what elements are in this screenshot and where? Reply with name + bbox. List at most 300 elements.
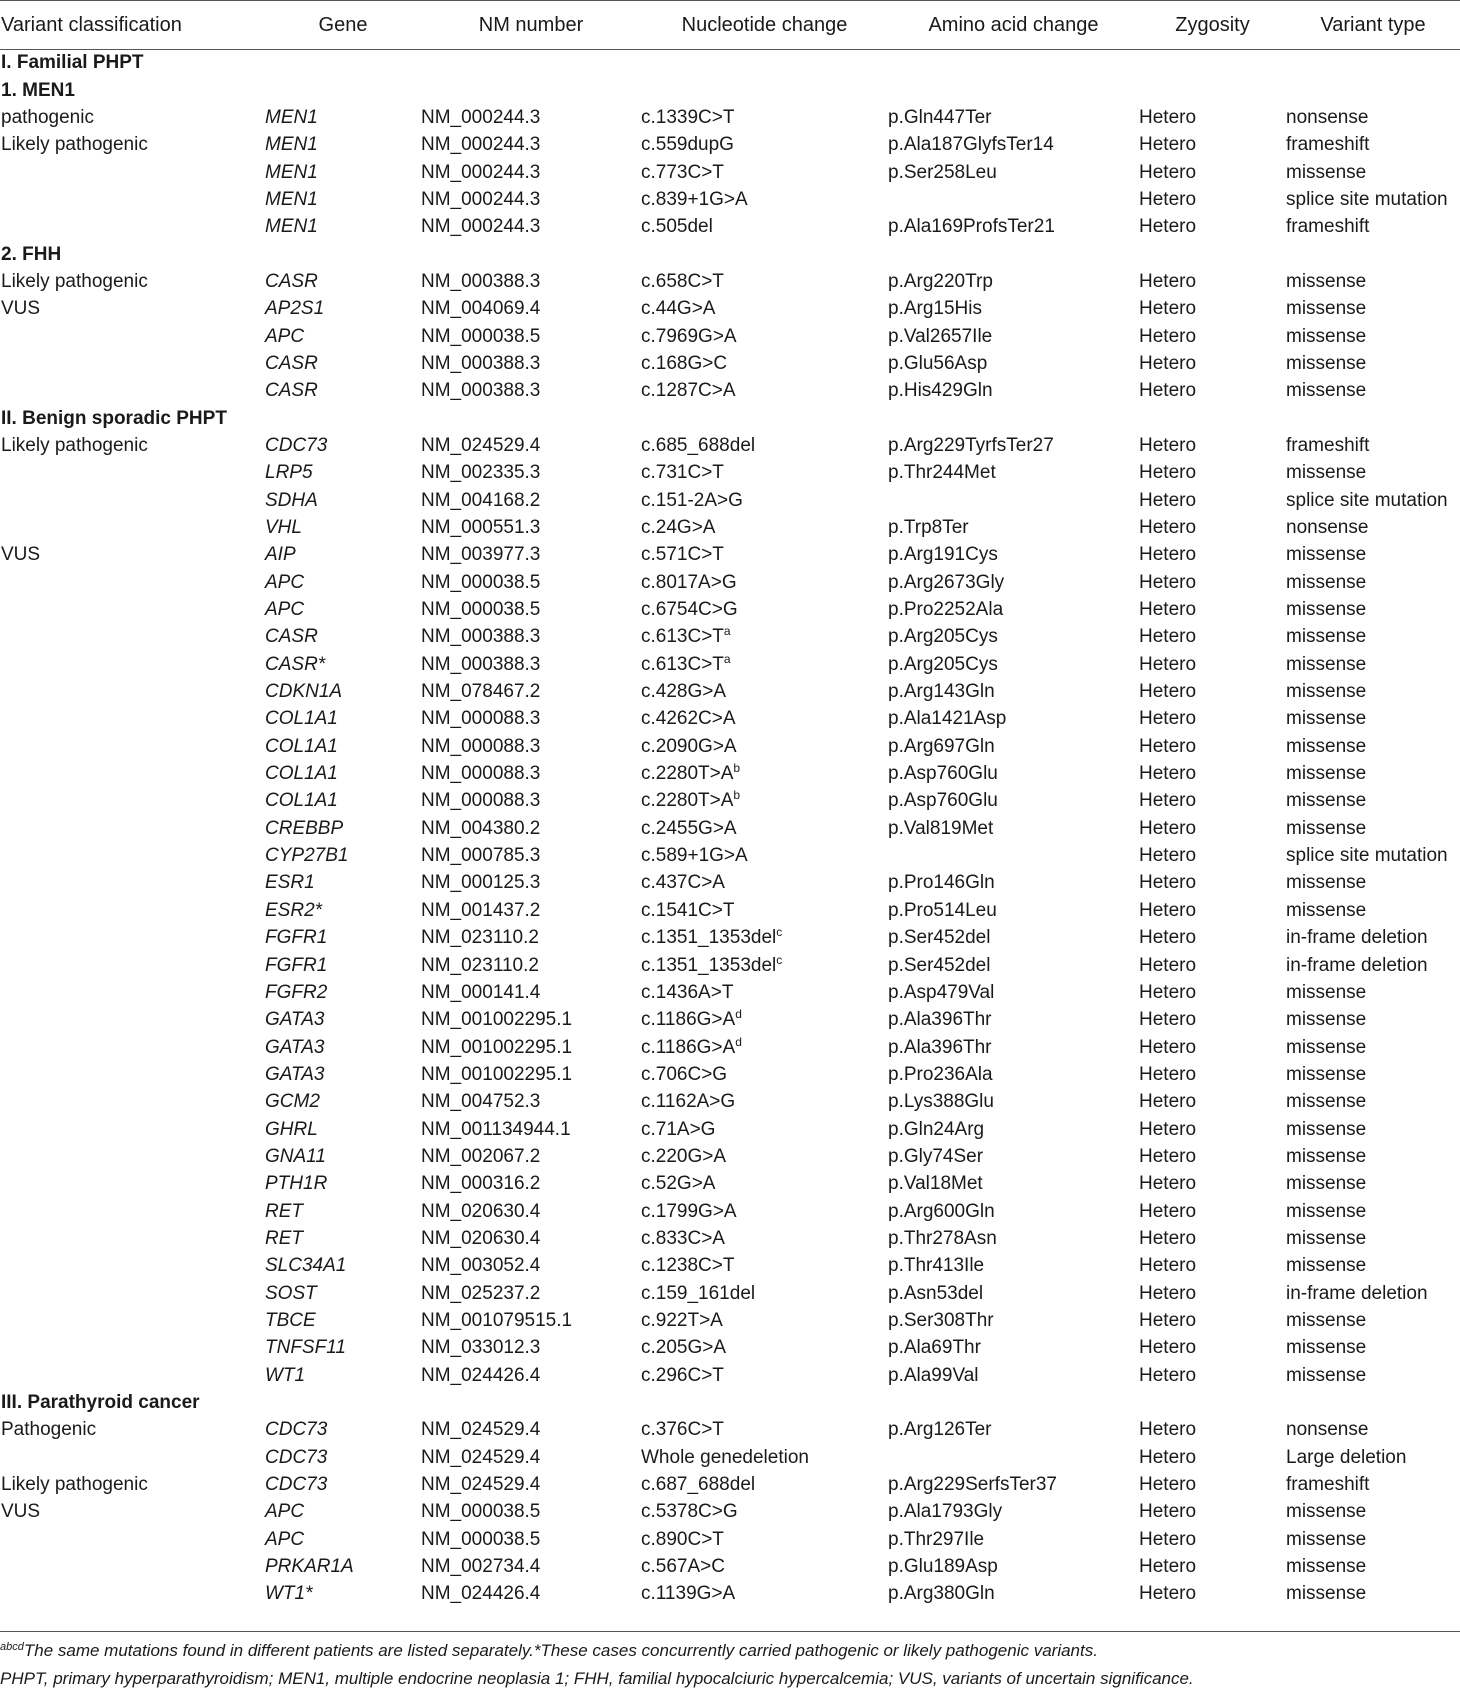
cell-zygosity: Hetero [1139, 763, 1197, 785]
nucleotide-text: c.6754C>G [641, 599, 738, 621]
cell-nm-number: NM_023110.2 [421, 954, 539, 976]
cell-variant-type: splice site mutation [1286, 188, 1448, 210]
cell-variant-type: frameshift [1286, 434, 1370, 456]
cell-zygosity: Hetero [1139, 1364, 1197, 1386]
cell-zygosity: Hetero [1139, 1200, 1197, 1222]
cell-variant-type: missense [1286, 1501, 1367, 1523]
nucleotide-text: c.296C>T [641, 1364, 724, 1386]
cell-nucleotide-change [641, 706, 888, 733]
nucleotide-text: c.1162A>G [641, 1091, 736, 1113]
cell-nm-number: NM_024529.4 [421, 1419, 541, 1441]
cell-variant-classification [0, 487, 265, 514]
cell-variant-type: missense [1286, 735, 1367, 757]
cell-variant-classification [0, 569, 265, 596]
nucleotide-text: c.2280T>A [641, 790, 734, 812]
cell-nm-number: NM_000038.5 [421, 599, 541, 621]
cell-gene: GATA3 [265, 1036, 325, 1058]
nucleotide-text: c.773C>T [641, 161, 724, 183]
cell-nm-number: NM_000785.3 [421, 845, 541, 867]
cell-amino-acid-change: p.Gly74Ser [888, 1145, 984, 1167]
cell-amino-acid-change: p.Arg2673Gly [888, 571, 1005, 593]
cell-nm-number: NM_024529.4 [421, 434, 541, 456]
cell-zygosity: Hetero [1139, 1091, 1197, 1113]
cell-nucleotide-change [641, 460, 888, 487]
cell-nm-number: NM_000244.3 [421, 188, 541, 210]
cell-gene: CASR [265, 270, 318, 292]
table-row [0, 514, 1460, 541]
nucleotide-text: c.1238C>T [641, 1255, 735, 1277]
table-row [0, 815, 1460, 842]
cell-gene: ESR1 [265, 872, 315, 894]
cell-nucleotide-change [641, 624, 888, 651]
cell-nm-number: NM_000244.3 [421, 161, 541, 183]
cell-variant-classification [0, 1526, 265, 1553]
cell-gene: GATA3 [265, 1009, 325, 1031]
cell-nm-number: NM_000388.3 [421, 380, 541, 402]
cell-gene: RET [265, 1227, 303, 1249]
nucleotide-text: Whole genedeletion [641, 1446, 809, 1468]
cell-amino-acid-change: p.Ala99Val [888, 1364, 979, 1386]
cell-zygosity: Hetero [1139, 1255, 1197, 1277]
cell-gene: LRP5 [265, 462, 313, 484]
cell-nucleotide-change [641, 569, 888, 596]
cell-zygosity: Hetero [1139, 817, 1197, 839]
cell-variant-classification [0, 897, 265, 924]
cell-variant-classification [0, 323, 265, 350]
cell-gene: CASR [265, 380, 318, 402]
cell-nm-number: NM_004752.3 [421, 1091, 541, 1113]
cell-amino-acid-change: p.Thr244Met [888, 462, 996, 484]
cell-nucleotide-change [641, 487, 888, 514]
cell-nucleotide-change [641, 1417, 888, 1444]
cell-amino-acid-change: p.Gln447Ter [888, 106, 992, 128]
table-row [0, 323, 1460, 350]
cell-nm-number: NM_000088.3 [421, 790, 541, 812]
nucleotide-text: c.1186G>A [641, 1009, 736, 1031]
section-row [0, 50, 1460, 77]
cell-nm-number: NM_001002295.1 [421, 1063, 573, 1085]
table-row [0, 1007, 1460, 1034]
cell-nm-number: NM_025237.2 [421, 1282, 541, 1304]
cell-variant-classification: Likely pathogenic [1, 434, 148, 456]
cell-variant-classification [0, 1225, 265, 1252]
cell-zygosity: Hetero [1139, 1446, 1197, 1468]
cell-amino-acid-change [888, 186, 1139, 213]
cell-amino-acid-change: p.Glu189Asp [888, 1556, 998, 1578]
nucleotide-text: c.1287C>A [641, 380, 736, 402]
cell-gene: COL1A1 [265, 708, 338, 730]
cell-nm-number: NM_024426.4 [421, 1583, 541, 1605]
cell-zygosity: Hetero [1139, 1337, 1197, 1359]
cell-zygosity: Hetero [1139, 899, 1197, 921]
cell-zygosity: Hetero [1139, 434, 1197, 456]
cell-variant-classification [0, 925, 265, 952]
cell-nucleotide-change [641, 651, 888, 678]
nucleotide-text: c.833C>A [641, 1227, 725, 1249]
cell-zygosity: Hetero [1139, 1063, 1197, 1085]
cell-gene: APC [265, 1528, 305, 1550]
table-row [0, 788, 1460, 815]
cell-nm-number: NM_000388.3 [421, 352, 541, 374]
table-row [0, 1143, 1460, 1170]
table-row [0, 897, 1460, 924]
cell-gene: APC [265, 1501, 305, 1523]
table-row [0, 760, 1460, 787]
cell-amino-acid-change: p.Arg15His [888, 298, 982, 320]
cell-variant-classification [0, 1034, 265, 1061]
cell-gene: FGFR2 [265, 981, 328, 1003]
cell-amino-acid-change: p.Ala1421Asp [888, 708, 1007, 730]
footnote-superscript: abcd [0, 1641, 24, 1653]
footnote-marker: b [733, 788, 741, 803]
table-row [0, 460, 1460, 487]
cell-variant-classification: VUS [1, 1501, 41, 1523]
table-row [0, 432, 1460, 459]
cell-nucleotide-change [641, 1499, 888, 1526]
cell-gene: MEN1 [265, 106, 318, 128]
header-nm-number: NM number [421, 1, 641, 50]
footnote-marker: c [776, 925, 783, 940]
table-row [0, 378, 1460, 405]
cell-variant-type: missense [1286, 1091, 1367, 1113]
cell-nm-number: NM_004069.4 [421, 298, 541, 320]
cell-amino-acid-change: p.Glu56Asp [888, 352, 988, 374]
cell-variant-type: nonsense [1286, 517, 1369, 539]
cell-amino-acid-change: p.Ala69Thr [888, 1337, 981, 1359]
section-row [0, 1389, 1460, 1416]
cell-gene: FGFR1 [265, 927, 328, 949]
cell-nucleotide-change [641, 1307, 888, 1334]
table-row [0, 870, 1460, 897]
cell-variant-classification [0, 733, 265, 760]
cell-gene: WT1 [265, 1364, 306, 1386]
cell-variant-classification [0, 186, 265, 213]
nucleotide-text: c.589+1G>A [641, 845, 748, 867]
cell-nm-number: NM_000388.3 [421, 626, 541, 648]
cell-variant-type: nonsense [1286, 1419, 1369, 1441]
nucleotide-text: c.922T>A [641, 1309, 723, 1331]
cell-gene: MEN1 [265, 161, 318, 183]
cell-variant-classification [0, 596, 265, 623]
cell-gene: APC [265, 325, 305, 347]
cell-nm-number: NM_000088.3 [421, 735, 541, 757]
nucleotide-text: c.1339C>T [641, 106, 735, 128]
cell-variant-classification [0, 870, 265, 897]
footnote-abbreviations: PHPT, primary hyperparathyroidism; MEN1, multiple endocrine neoplasia 1; FHH, familial hypocalciuric hypercalcemia; VUS, variants of uncertain significance. [0, 1669, 1194, 1688]
cell-nm-number: NM_000088.3 [421, 763, 541, 785]
cell-variant-type: frameshift [1286, 1474, 1370, 1496]
cell-amino-acid-change: p.Ala187GlyfsTer14 [888, 134, 1054, 156]
header-gene: Gene [265, 1, 421, 50]
cell-variant-type: missense [1286, 1337, 1367, 1359]
cell-nucleotide-change [641, 870, 888, 897]
nucleotide-text: c.428G>A [641, 681, 727, 703]
cell-nucleotide-change [641, 514, 888, 541]
footnote-marker: c [776, 952, 783, 967]
nucleotide-text: c.658C>T [641, 270, 724, 292]
cell-gene: SLC34A1 [265, 1255, 347, 1277]
cell-gene: GHRL [265, 1118, 318, 1140]
cell-nm-number: NM_000244.3 [421, 216, 541, 238]
table-row [0, 678, 1460, 705]
cell-gene: CASR [265, 352, 318, 374]
cell-zygosity: Hetero [1139, 270, 1197, 292]
cell-gene: VHL [265, 517, 302, 539]
cell-nucleotide-change [641, 760, 888, 787]
cell-nucleotide-change [641, 542, 888, 569]
footnote-marker: d [735, 1034, 742, 1049]
cell-nucleotide-change [641, 268, 888, 295]
table-row [0, 1307, 1460, 1334]
cell-gene: CASR [265, 626, 318, 648]
cell-zygosity: Hetero [1139, 1118, 1197, 1140]
cell-variant-classification [0, 1307, 265, 1334]
nucleotide-text: c.2455G>A [641, 817, 737, 839]
section-row [0, 405, 1460, 432]
cell-nm-number: NM_024529.4 [421, 1474, 541, 1496]
cell-zygosity: Hetero [1139, 708, 1197, 730]
cell-nucleotide-change [641, 1143, 888, 1170]
section-heading: 1. MEN1 [1, 79, 75, 101]
nucleotide-text: c.1799G>A [641, 1200, 737, 1222]
cell-gene: CDC73 [265, 1474, 328, 1496]
footnote-marker: a [723, 624, 731, 639]
cell-nm-number: NM_000551.3 [421, 517, 541, 539]
nucleotide-text: c.159_161del [641, 1282, 756, 1304]
cell-variant-classification [0, 1581, 265, 1608]
table-row [0, 1499, 1460, 1526]
cell-nucleotide-change [641, 925, 888, 952]
nucleotide-text: c.5378C>G [641, 1501, 738, 1523]
footnote-marker: d [735, 1007, 742, 1022]
cell-variant-classification [0, 1280, 265, 1307]
table-row [0, 979, 1460, 1006]
cell-amino-acid-change: p.Asp760Glu [888, 790, 998, 812]
table-row [0, 1553, 1460, 1580]
table-row [0, 651, 1460, 678]
nucleotide-text: c.613C>T [641, 653, 724, 675]
cell-amino-acid-change: p.Arg229TyrfsTer27 [888, 434, 1054, 456]
nucleotide-text: c.1186G>A [641, 1036, 736, 1058]
table-row [0, 1171, 1460, 1198]
nucleotide-text: c.571C>T [641, 544, 724, 566]
header-variant-classification: Variant classification [0, 1, 265, 50]
cell-nucleotide-change [641, 432, 888, 459]
cell-variant-type: missense [1286, 161, 1367, 183]
cell-variant-classification [0, 706, 265, 733]
cell-nm-number: NM_000038.5 [421, 571, 541, 593]
cell-nm-number: NM_024529.4 [421, 1446, 541, 1468]
cell-variant-type: missense [1286, 544, 1367, 566]
cell-gene: CYP27B1 [265, 845, 349, 867]
cell-zygosity: Hetero [1139, 1036, 1197, 1058]
table-row [0, 1061, 1460, 1088]
cell-nm-number: NM_020630.4 [421, 1227, 541, 1249]
cell-nucleotide-change [641, 678, 888, 705]
cell-nm-number: NM_001437.2 [421, 899, 541, 921]
section-heading: 2. FHH [1, 243, 62, 265]
section-heading: I. Familial PHPT [1, 52, 144, 74]
header-zygosity: Zygosity [1139, 1, 1286, 50]
cell-nm-number: NM_000388.3 [421, 653, 541, 675]
cell-gene: AP2S1 [265, 298, 325, 320]
nucleotide-text: c.1436A>T [641, 981, 734, 1003]
cell-nm-number: NM_002335.3 [421, 462, 541, 484]
cell-nm-number: NM_000038.5 [421, 325, 541, 347]
cell-amino-acid-change: p.Thr278Asn [888, 1227, 997, 1249]
cell-gene: TNFSF11 [265, 1337, 346, 1359]
cell-amino-acid-change: p.Trp8Ter [888, 517, 969, 539]
cell-nucleotide-change [641, 1061, 888, 1088]
cell-zygosity: Hetero [1139, 188, 1197, 210]
cell-variant-type: frameshift [1286, 134, 1370, 156]
nucleotide-text: c.567A>C [641, 1556, 725, 1578]
nucleotide-text: c.2090G>A [641, 735, 737, 757]
cell-zygosity: Hetero [1139, 599, 1197, 621]
cell-variant-type: missense [1286, 298, 1367, 320]
cell-nm-number: NM_000244.3 [421, 134, 541, 156]
cell-zygosity: Hetero [1139, 106, 1197, 128]
section-heading: II. Benign sporadic PHPT [1, 407, 227, 429]
cell-nm-number: NM_000038.5 [421, 1501, 541, 1523]
cell-variant-classification [0, 1116, 265, 1143]
cell-zygosity: Hetero [1139, 1173, 1197, 1195]
cell-nucleotide-change [641, 1553, 888, 1580]
footnote-divider [0, 1631, 1460, 1632]
cell-variant-type: missense [1286, 681, 1367, 703]
cell-nm-number: NM_024426.4 [421, 1364, 541, 1386]
cell-variant-type: missense [1286, 872, 1367, 894]
table-row [0, 214, 1460, 241]
cell-nucleotide-change [641, 596, 888, 623]
cell-variant-classification: Likely pathogenic [1, 134, 148, 156]
cell-variant-type: missense [1286, 899, 1367, 921]
cell-gene: MEN1 [265, 134, 318, 156]
cell-gene: CDC73 [265, 1419, 328, 1441]
cell-amino-acid-change: p.Asp479Val [888, 981, 995, 1003]
cell-amino-acid-change [888, 842, 1139, 869]
cell-nucleotide-change [641, 1171, 888, 1198]
cell-nm-number: NM_000388.3 [421, 270, 541, 292]
cell-nm-number: NM_000125.3 [421, 872, 541, 894]
table-row [0, 1417, 1460, 1444]
cell-nm-number: NM_000141.4 [421, 981, 541, 1003]
table-row [0, 1444, 1460, 1471]
table-row [0, 1089, 1460, 1116]
cell-zygosity: Hetero [1139, 790, 1197, 812]
cell-variant-classification [0, 378, 265, 405]
cell-nucleotide-change [641, 815, 888, 842]
cell-nucleotide-change [641, 1225, 888, 1252]
cell-gene: CDC73 [265, 434, 328, 456]
cell-nucleotide-change [641, 132, 888, 159]
cell-variant-type: in-frame deletion [1286, 927, 1428, 949]
section-row [0, 241, 1460, 268]
cell-zygosity: Hetero [1139, 735, 1197, 757]
table-row [0, 159, 1460, 186]
cell-nm-number: NM_002734.4 [421, 1556, 541, 1578]
cell-variant-type: missense [1286, 1063, 1367, 1085]
cell-amino-acid-change: p.Arg126Ter [888, 1419, 992, 1441]
footnote-text-1: The same mutations found in different patients are listed separately.*These cases concurrently carried pathogenic or likely pathogenic variants. [23, 1641, 1098, 1660]
cell-gene: CREBBP [265, 817, 344, 839]
cell-variant-classification [0, 1335, 265, 1362]
cell-variant-classification [0, 514, 265, 541]
table-row [0, 1526, 1460, 1553]
cell-variant-classification [0, 1061, 265, 1088]
nucleotide-text: c.151-2A>G [641, 489, 743, 511]
cell-amino-acid-change: p.Arg600Gln [888, 1200, 995, 1222]
cell-amino-acid-change: p.Arg229SerfsTer37 [888, 1474, 1057, 1496]
header-row [0, 1, 1460, 50]
cell-nucleotide-change [641, 1581, 888, 1608]
cell-variant-type: missense [1286, 790, 1367, 812]
cell-gene: FGFR1 [265, 954, 328, 976]
cell-nm-number: NM_020630.4 [421, 1200, 541, 1222]
cell-zygosity: Hetero [1139, 298, 1197, 320]
nucleotide-text: c.685_688del [641, 434, 756, 456]
cell-variant-classification [0, 1089, 265, 1116]
cell-nm-number: NM_004380.2 [421, 817, 541, 839]
nucleotide-text: c.52G>A [641, 1173, 716, 1195]
nucleotide-text: c.1351_1353del [641, 927, 777, 949]
cell-variant-classification [0, 760, 265, 787]
cell-amino-acid-change: p.Pro236Ala [888, 1063, 993, 1085]
table-row [0, 596, 1460, 623]
cell-nucleotide-change [641, 1089, 888, 1116]
table-row [0, 1116, 1460, 1143]
cell-nucleotide-change [641, 1198, 888, 1225]
cell-amino-acid-change: p.Val2657Ile [888, 325, 993, 347]
cell-zygosity: Hetero [1139, 653, 1197, 675]
table-row [0, 624, 1460, 651]
table-row [0, 1280, 1460, 1307]
cell-amino-acid-change: p.Gln24Arg [888, 1118, 985, 1140]
cell-variant-type: Large deletion [1286, 1446, 1407, 1468]
cell-nm-number: NM_078467.2 [421, 681, 541, 703]
cell-zygosity: Hetero [1139, 462, 1197, 484]
table-row [0, 268, 1460, 295]
cell-nm-number: NM_023110.2 [421, 927, 539, 949]
table-row [0, 132, 1460, 159]
cell-gene: AIP [265, 544, 296, 566]
cell-variant-classification: VUS [1, 544, 41, 566]
cell-variant-type: missense [1286, 1364, 1367, 1386]
cell-variant-classification [0, 214, 265, 241]
cell-variant-type: nonsense [1286, 106, 1369, 128]
table-row [0, 487, 1460, 514]
cell-variant-type: missense [1286, 817, 1367, 839]
cell-variant-classification [0, 1253, 265, 1280]
nucleotide-text: c.44G>A [641, 298, 716, 320]
table-row [0, 1471, 1460, 1498]
cell-amino-acid-change: p.Thr413Ile [888, 1255, 985, 1277]
cell-amino-acid-change: p.Val819Met [888, 817, 994, 839]
cell-gene: MEN1 [265, 216, 318, 238]
cell-zygosity: Hetero [1139, 134, 1197, 156]
cell-gene: APC [265, 599, 305, 621]
table-row [0, 1198, 1460, 1225]
cell-amino-acid-change: p.Ala169ProfsTer21 [888, 216, 1055, 238]
table-row [0, 1362, 1460, 1389]
cell-variant-classification [0, 1362, 265, 1389]
cell-variant-type: missense [1286, 1036, 1367, 1058]
nucleotide-text: c.7969G>A [641, 325, 737, 347]
cell-nm-number: NM_003052.4 [421, 1255, 541, 1277]
table-row [0, 706, 1460, 733]
cell-nucleotide-change [641, 842, 888, 869]
header-amino-acid-change: Amino acid change [888, 1, 1139, 50]
